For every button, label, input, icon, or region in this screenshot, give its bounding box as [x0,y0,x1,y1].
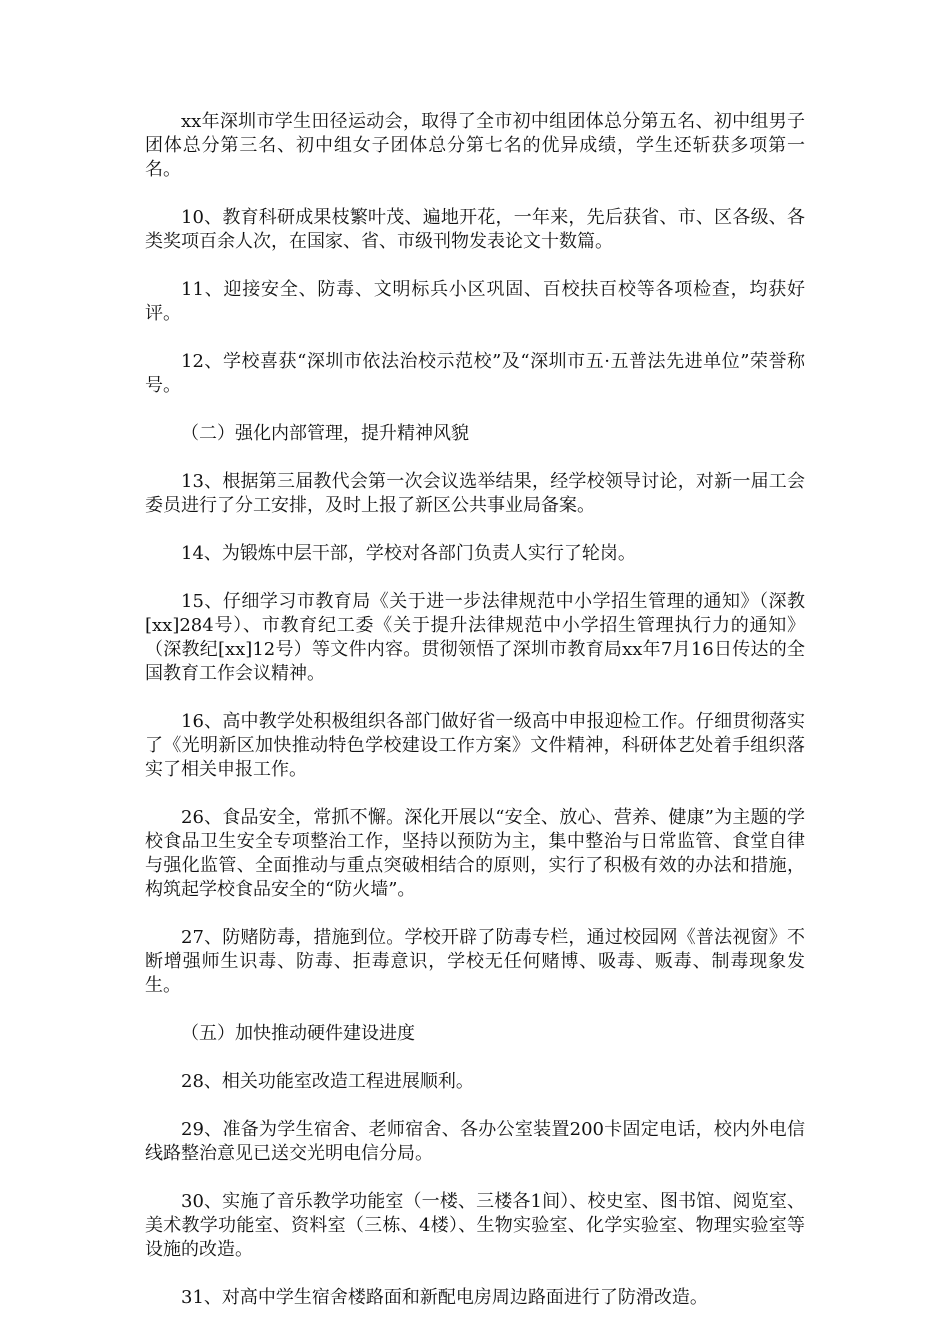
paragraph-30: 30、实施了音乐教学功能室（一楼、三楼各1间）、校史室、图书馆、阅览室、美术教学功能室、资料室（三栋、4楼）、生物实验室、化学实验室、物理实验室等设施的改造。 [145,1191,805,1260]
section-heading-5: （五）加快推动硬件建设进度 [181,1023,415,1044]
paragraph-14: 14、为锻炼中层干部，学校对各部门负责人实行了轮岗。 [181,543,636,564]
paragraph-10: 10、教育科研成果枝繁叶茂、遍地开花，一年来，先后获省、市、区各级、各类奖项百余人次，在国家、省、市级刊物发表论文十数篇。 [145,207,805,252]
paragraph-12: 12、学校喜获“深圳市依法治校示范校”及“深圳市五·五普法先进单位”荣誉称号。 [145,351,805,396]
section-heading-2: （二）强化内部管理，提升精神风貌 [181,423,469,444]
paragraph-13: 13、根据第三届教代会第一次会议选举结果，经学校领导讨论，对新一届工会委员进行了分工安排，及时上报了新区公共事业局备案。 [145,471,805,516]
paragraph-29: 29、准备为学生宿舍、老师宿舍、各办公室装置200卡固定电话，校内外电信线路整治意见已送交光明电信分局。 [145,1119,805,1164]
paragraph-sports-meet: xx年深圳市学生田径运动会，取得了全市初中组团体总分第五名、初中组男子团体总分第三名、初中组女子团体总分第七名的优异成绩，学生还斩获多项第一名。 [145,111,805,180]
document-body [145,110,805,1334]
paragraph-11: 11、迎接安全、防毒、文明标兵小区巩固、百校扶百校等各项检查，均获好评。 [145,279,805,324]
paragraph-31: 31、对高中学生宿舍楼路面和新配电房周边路面进行了防滑改造。 [181,1287,708,1308]
paragraph-26: 26、食品安全，常抓不懈。深化开展以“安全、放心、营养、健康”为主题的学校食品卫生安全专项整治工作，坚持以预防为主，集中整治与日常监管、食堂自律与强化监管、全面推动与重点突破相结合的原则，实行了积极有效的办法和措施，构筑起学校食品安全的“防火墙”。 [145,807,805,900]
paragraph-16: 16、高中教学处积极组织各部门做好省一级高中申报迎检工作。仔细贯彻落实了《光明新区加快推动特色学校建设工作方案》文件精神，科研体艺处着手组织落实了相关申报工作。 [145,711,805,780]
paragraph-28: 28、相关功能室改造工程进展顺利。 [181,1071,474,1092]
paragraph-27: 27、防赌防毒，措施到位。学校开辟了防毒专栏，通过校园网《普法视窗》不断增强师生识毒、防毒、拒毒意识，学校无任何赌博、吸毒、贩毒、制毒现象发生。 [145,927,805,996]
paragraph-15: 15、仔细学习市教育局《关于进一步法律规范中小学招生管理的通知》（深教[xx]284号）、市教育纪工委《关于提升法律规范中小学招生管理执行力的通知》（深教纪[xx]12号）等文件内容。贯彻领悟了深圳市教育局xx年7月16日传达的全国教育工作会议精神。 [145,591,805,684]
